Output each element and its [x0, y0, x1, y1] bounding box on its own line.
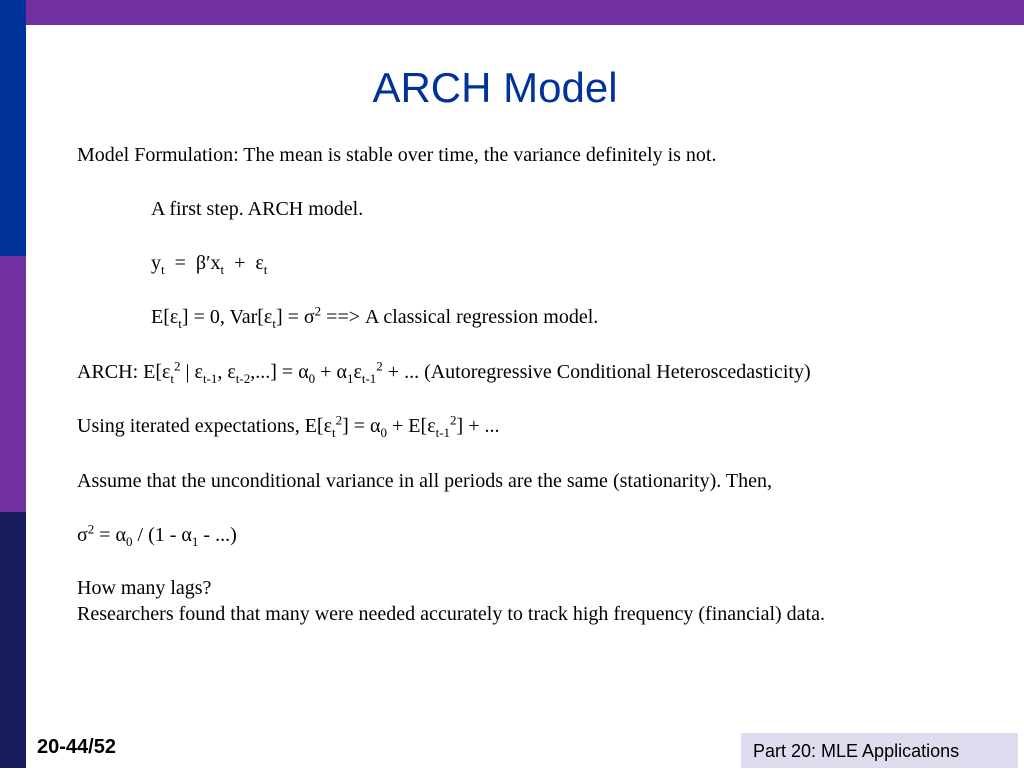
- top-decorative-bar: [26, 0, 1024, 25]
- footer-part-label: Part 20: MLE Applications: [741, 733, 1018, 768]
- researchers-text: Researchers found that many were needed accurately to track high frequency (financial) data.: [77, 603, 825, 625]
- lags-question-text: How many lags?: [77, 577, 212, 599]
- iterated-expectations-equation: Using iterated expectations, $E[\varepsilon_t^2] = \alpha_0 + E[\varepsilon_{t-1}^2]$ + ...: [77, 412, 500, 440]
- slide-title: ARCH Model: [372, 64, 618, 111]
- arch-equation: ARCH: $E[\varepsilon_t^2$ | $\varepsilon_{t-1}$, $\varepsilon_{t-2},...] = \alpha_0 + \alpha_1\varepsilon_{t-1}^2$ + ... (Autoregressive Conditional Heteroscedasticity): [77, 358, 811, 386]
- left-bar-top-segment: [0, 0, 26, 256]
- moments-equation: $E[\varepsilon_t] = 0$, $Var[\varepsilon_t] = \sigma^2$ ==> A classical regression model.: [151, 303, 599, 331]
- stationarity-text: Assume that the unconditional variance in all periods are the same (stationarity). Then,: [77, 470, 772, 492]
- model-equation: $y_t = \beta'x_t + \varepsilon_t$: [151, 252, 268, 277]
- left-bar-middle-segment: [0, 256, 26, 512]
- first-step-text: A first step. ARCH model.: [151, 198, 364, 220]
- formulation-text: Model Formulation: The mean is stable over time, the variance definitely is not.: [77, 144, 717, 166]
- left-bar-bottom-segment: [0, 512, 26, 768]
- sigma-equation: $\sigma^2 = \alpha_0 / (1 - \alpha_1$ - ...): [77, 521, 237, 549]
- page-number: 20-44/52: [37, 736, 116, 758]
